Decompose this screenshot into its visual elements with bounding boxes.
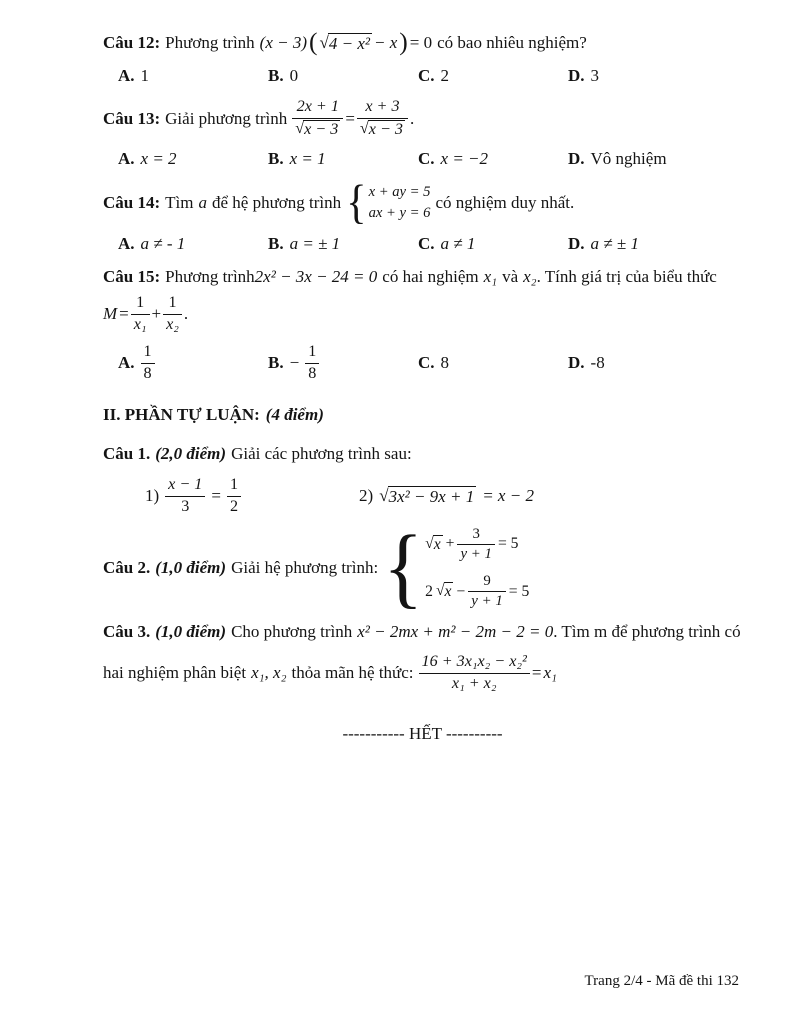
question-12-label: Câu 12:	[103, 33, 161, 52]
answer-option-c	[418, 234, 568, 254]
minus-sign: −	[456, 582, 466, 600]
equation-system	[383, 517, 530, 618]
system-rows	[369, 183, 431, 223]
answer-value: x = 2	[140, 149, 177, 168]
formula-token: = 0	[409, 33, 433, 52]
equals-sign: =	[531, 663, 542, 682]
numerator: 1	[227, 476, 241, 497]
system-row-2	[425, 573, 529, 610]
essay-question-3-stem-line2	[103, 648, 742, 698]
essay-question-1-points: (2,0 điểm)	[155, 444, 227, 463]
section-2-heading	[103, 402, 742, 428]
left-brace: {	[346, 176, 367, 229]
answer-letter: C.	[418, 66, 435, 85]
question-12-pre-text: Phương trình	[165, 33, 255, 52]
fraction	[165, 476, 205, 516]
page-footer: Trang 2/4 - Mã đề thi 132	[584, 973, 739, 989]
question-15-label: Câu 15:	[103, 267, 161, 286]
end-marker: ----------- HẾT ----------	[342, 724, 503, 743]
answer-letter: B.	[268, 234, 284, 253]
answer-value: a = ± 1	[289, 234, 341, 253]
question-15-stem-line2	[103, 291, 742, 337]
variable-x1: x₁	[483, 267, 498, 286]
fraction	[292, 98, 343, 139]
essay-question-2	[103, 517, 742, 618]
formula-token: (x − 3)	[259, 33, 308, 52]
formula-token: = x − 2	[482, 485, 534, 505]
essay-question-3-text1: Cho phương trình	[231, 622, 353, 641]
essay-question-1	[103, 440, 742, 520]
answer-letter: B.	[268, 353, 284, 372]
numerator: 1	[131, 294, 150, 315]
question-13-formula	[292, 98, 414, 139]
essay-question-3-stem-line1	[103, 616, 742, 648]
answer-value: 0	[289, 66, 299, 85]
radicand: x − 3	[368, 121, 403, 138]
answer-option-c	[418, 149, 568, 169]
question-15-mid-text2: . Tính giá trị của biểu thức	[536, 267, 717, 286]
denominator: y + 1	[471, 593, 503, 610]
system-row-2: ax + y = 6	[368, 204, 431, 221]
equation-system	[346, 176, 431, 229]
answer-letter: A.	[118, 66, 135, 85]
question-14-post-text: có nghiệm duy nhất.	[435, 193, 575, 212]
question-12-post-text: có bao nhiêu nghiệm?	[437, 33, 587, 52]
open-paren: (	[309, 27, 318, 57]
radical-sign: √	[295, 120, 305, 137]
denominator: y + 1	[460, 545, 492, 562]
essay-question-3-text2: . Tìm m để phương trình có	[553, 622, 741, 641]
variable-a: a	[198, 193, 207, 212]
question-13-answers	[118, 146, 742, 172]
denominator: 3	[181, 497, 190, 515]
radical-sign: √	[425, 534, 434, 552]
answer-value: 1	[140, 66, 150, 85]
question-14-pre-text2: để hệ phương trình	[212, 193, 342, 212]
answer-letter: C.	[418, 149, 435, 168]
variables-x1-x2: x₁, x₂	[251, 663, 287, 682]
denominator	[357, 119, 408, 140]
essay-question-1-label: Câu 1.	[103, 444, 151, 463]
answer-option-a	[118, 149, 268, 169]
answer-option-a	[118, 66, 268, 86]
answer-option-b	[268, 343, 418, 383]
fraction	[163, 294, 182, 334]
essay-question-1-stem	[103, 440, 742, 468]
radicand: 3x² − 9x + 1	[388, 486, 475, 506]
question-13-pre-text: Giải phương trình	[165, 109, 288, 128]
square-root	[425, 535, 443, 554]
answer-letter: A.	[118, 149, 135, 168]
left-brace: {	[383, 517, 424, 618]
essay-question-3-text4: thỏa mãn hệ thức:	[291, 663, 414, 682]
period: .	[409, 109, 415, 128]
question-12	[103, 26, 742, 89]
answer-letter: D.	[568, 66, 585, 85]
answer-option-a	[118, 343, 268, 383]
essay-question-3-relation	[419, 653, 557, 693]
answer-letter: D.	[568, 353, 585, 372]
answer-value: 3	[590, 66, 600, 85]
answer-option-c	[418, 353, 568, 373]
fraction	[457, 526, 494, 563]
denominator: 8	[308, 364, 317, 382]
essay-question-3-points: (1,0 điểm)	[155, 622, 227, 641]
essay-question-1-text: Giải các phương trình sau:	[231, 444, 412, 463]
fraction	[141, 343, 155, 383]
question-13-stem	[103, 95, 742, 143]
numerator: 2x + 1	[292, 98, 343, 119]
square-root	[360, 120, 405, 140]
radicand: x	[444, 583, 452, 601]
item-1	[145, 476, 241, 516]
answer-value: a ≠ ± 1	[590, 234, 639, 253]
question-14-stem	[103, 178, 742, 228]
numerator: 1	[305, 343, 319, 364]
essay-question-1-items	[145, 472, 742, 520]
question-14-pre-text: Tìm	[165, 193, 194, 212]
answer-option-b	[268, 66, 418, 86]
radicand: 4 − x²	[328, 33, 370, 53]
answer-value: a ≠ - 1	[140, 234, 186, 253]
system-rows	[425, 526, 529, 610]
fraction	[468, 573, 505, 610]
question-15-stem-line1	[103, 263, 742, 291]
period: .	[183, 304, 189, 323]
answer-option-d	[568, 66, 599, 86]
answer-value: -8	[590, 353, 605, 372]
system-row-1: x + ay = 5	[368, 183, 431, 200]
square-root	[436, 582, 454, 601]
question-12-stem	[103, 26, 742, 60]
question-12-answers	[118, 63, 742, 89]
answer-value: x = −2	[440, 149, 489, 168]
square-root	[320, 33, 372, 54]
and-text: và	[502, 267, 519, 286]
question-12-formula	[259, 27, 433, 57]
radical-sign: √	[359, 120, 369, 137]
question-15-answers	[118, 340, 742, 386]
fraction	[305, 343, 319, 383]
square-root	[379, 486, 476, 507]
radical-sign: √	[435, 582, 445, 600]
answer-option-a	[118, 234, 268, 254]
fraction	[419, 653, 530, 693]
question-14	[103, 178, 742, 257]
answer-letter: A.	[118, 234, 135, 253]
numerator: 1	[163, 294, 182, 315]
equals-value: = 5	[497, 535, 519, 553]
fraction	[357, 98, 408, 139]
question-15-m-formula	[103, 294, 188, 334]
answer-letter: B.	[268, 66, 284, 85]
essay-question-3-equation: x² − 2mx + m² − 2m − 2 = 0	[357, 622, 554, 641]
fraction	[131, 294, 150, 334]
section-2-title: II. PHẦN TỰ LUẬN:	[103, 405, 260, 424]
answer-option-c	[418, 66, 568, 86]
fraction	[227, 476, 241, 516]
essay-question-3-text3: hai nghiệm phân biệt	[103, 663, 247, 682]
numerator: 1	[141, 343, 155, 364]
answer-value: a ≠ 1	[440, 234, 476, 253]
plus-sign: +	[151, 304, 162, 323]
radicand: x	[433, 535, 441, 553]
numerator: 16 + 3x₁x₂ − x₂²	[419, 653, 530, 674]
denominator: x₁	[133, 315, 147, 333]
answer-option-b	[268, 234, 418, 254]
radical-sign: √	[319, 32, 329, 52]
radicand: x − 3	[304, 121, 339, 138]
essay-question-2-label: Câu 2.	[103, 558, 151, 577]
denominator: x₁ + x₂	[451, 674, 497, 692]
answer-value: x = 1	[289, 149, 326, 168]
system-row-1	[425, 526, 529, 563]
item-number: 1)	[145, 486, 160, 505]
numerator: 9	[468, 573, 505, 592]
answer-letter: C.	[418, 353, 435, 372]
answer-letter: B.	[268, 149, 284, 168]
denominator: 8	[143, 364, 152, 382]
equals-sign: =	[211, 486, 221, 505]
item-number: 2)	[359, 485, 374, 505]
question-15	[103, 263, 742, 386]
plus-sign: +	[445, 535, 455, 553]
question-15-pre-text: Phương trình	[165, 267, 255, 286]
answer-letter: D.	[568, 149, 585, 168]
answer-option-d	[568, 149, 667, 169]
equals-value: = 5	[508, 582, 530, 600]
answer-option-d	[568, 353, 605, 373]
numerator: x + 3	[357, 98, 408, 119]
answer-value: 2	[440, 66, 450, 85]
question-15-equation: 2x² − 3x − 24 = 0	[254, 267, 378, 286]
essay-question-2-points: (1,0 điểm)	[155, 558, 227, 577]
answer-option-b	[268, 149, 418, 169]
square-root	[295, 120, 340, 140]
close-paren: )	[399, 27, 408, 57]
coefficient: 2	[425, 582, 433, 600]
minus-sign: −	[289, 353, 300, 372]
question-15-mid-text: có hai nghiệm	[382, 267, 479, 286]
equals-sign: =	[345, 109, 355, 128]
answer-letter: D.	[568, 234, 585, 253]
variable-M: M	[103, 304, 118, 323]
question-14-answers	[118, 231, 742, 257]
radical-sign: √	[379, 485, 389, 505]
denominator	[292, 119, 343, 140]
question-13	[103, 95, 742, 172]
answer-value: 8	[440, 353, 450, 372]
variable-x2: x₂	[523, 267, 537, 286]
denominator: x₂	[166, 315, 179, 333]
answer-letter: A.	[118, 353, 135, 372]
essay-question-3	[103, 616, 742, 698]
section-2-points: (4 điểm)	[265, 405, 324, 424]
item-2	[359, 486, 534, 507]
numerator: x − 1	[165, 476, 205, 497]
answer-letter: C.	[418, 234, 435, 253]
answer-value: Vô nghiệm	[590, 149, 667, 168]
question-13-label: Câu 13:	[103, 109, 161, 128]
denominator: 2	[229, 497, 239, 515]
numerator: 3	[457, 526, 494, 545]
equals-sign: =	[119, 304, 129, 323]
formula-token: − x	[373, 33, 398, 52]
essay-question-2-text: Giải hệ phương trình:	[231, 558, 379, 577]
essay-question-3-label: Câu 3.	[103, 622, 151, 641]
rhs-x1: x₁	[543, 663, 557, 682]
answer-option-d	[568, 234, 639, 254]
question-14-label: Câu 14:	[103, 193, 161, 212]
essay-question-2-stem	[103, 517, 742, 618]
